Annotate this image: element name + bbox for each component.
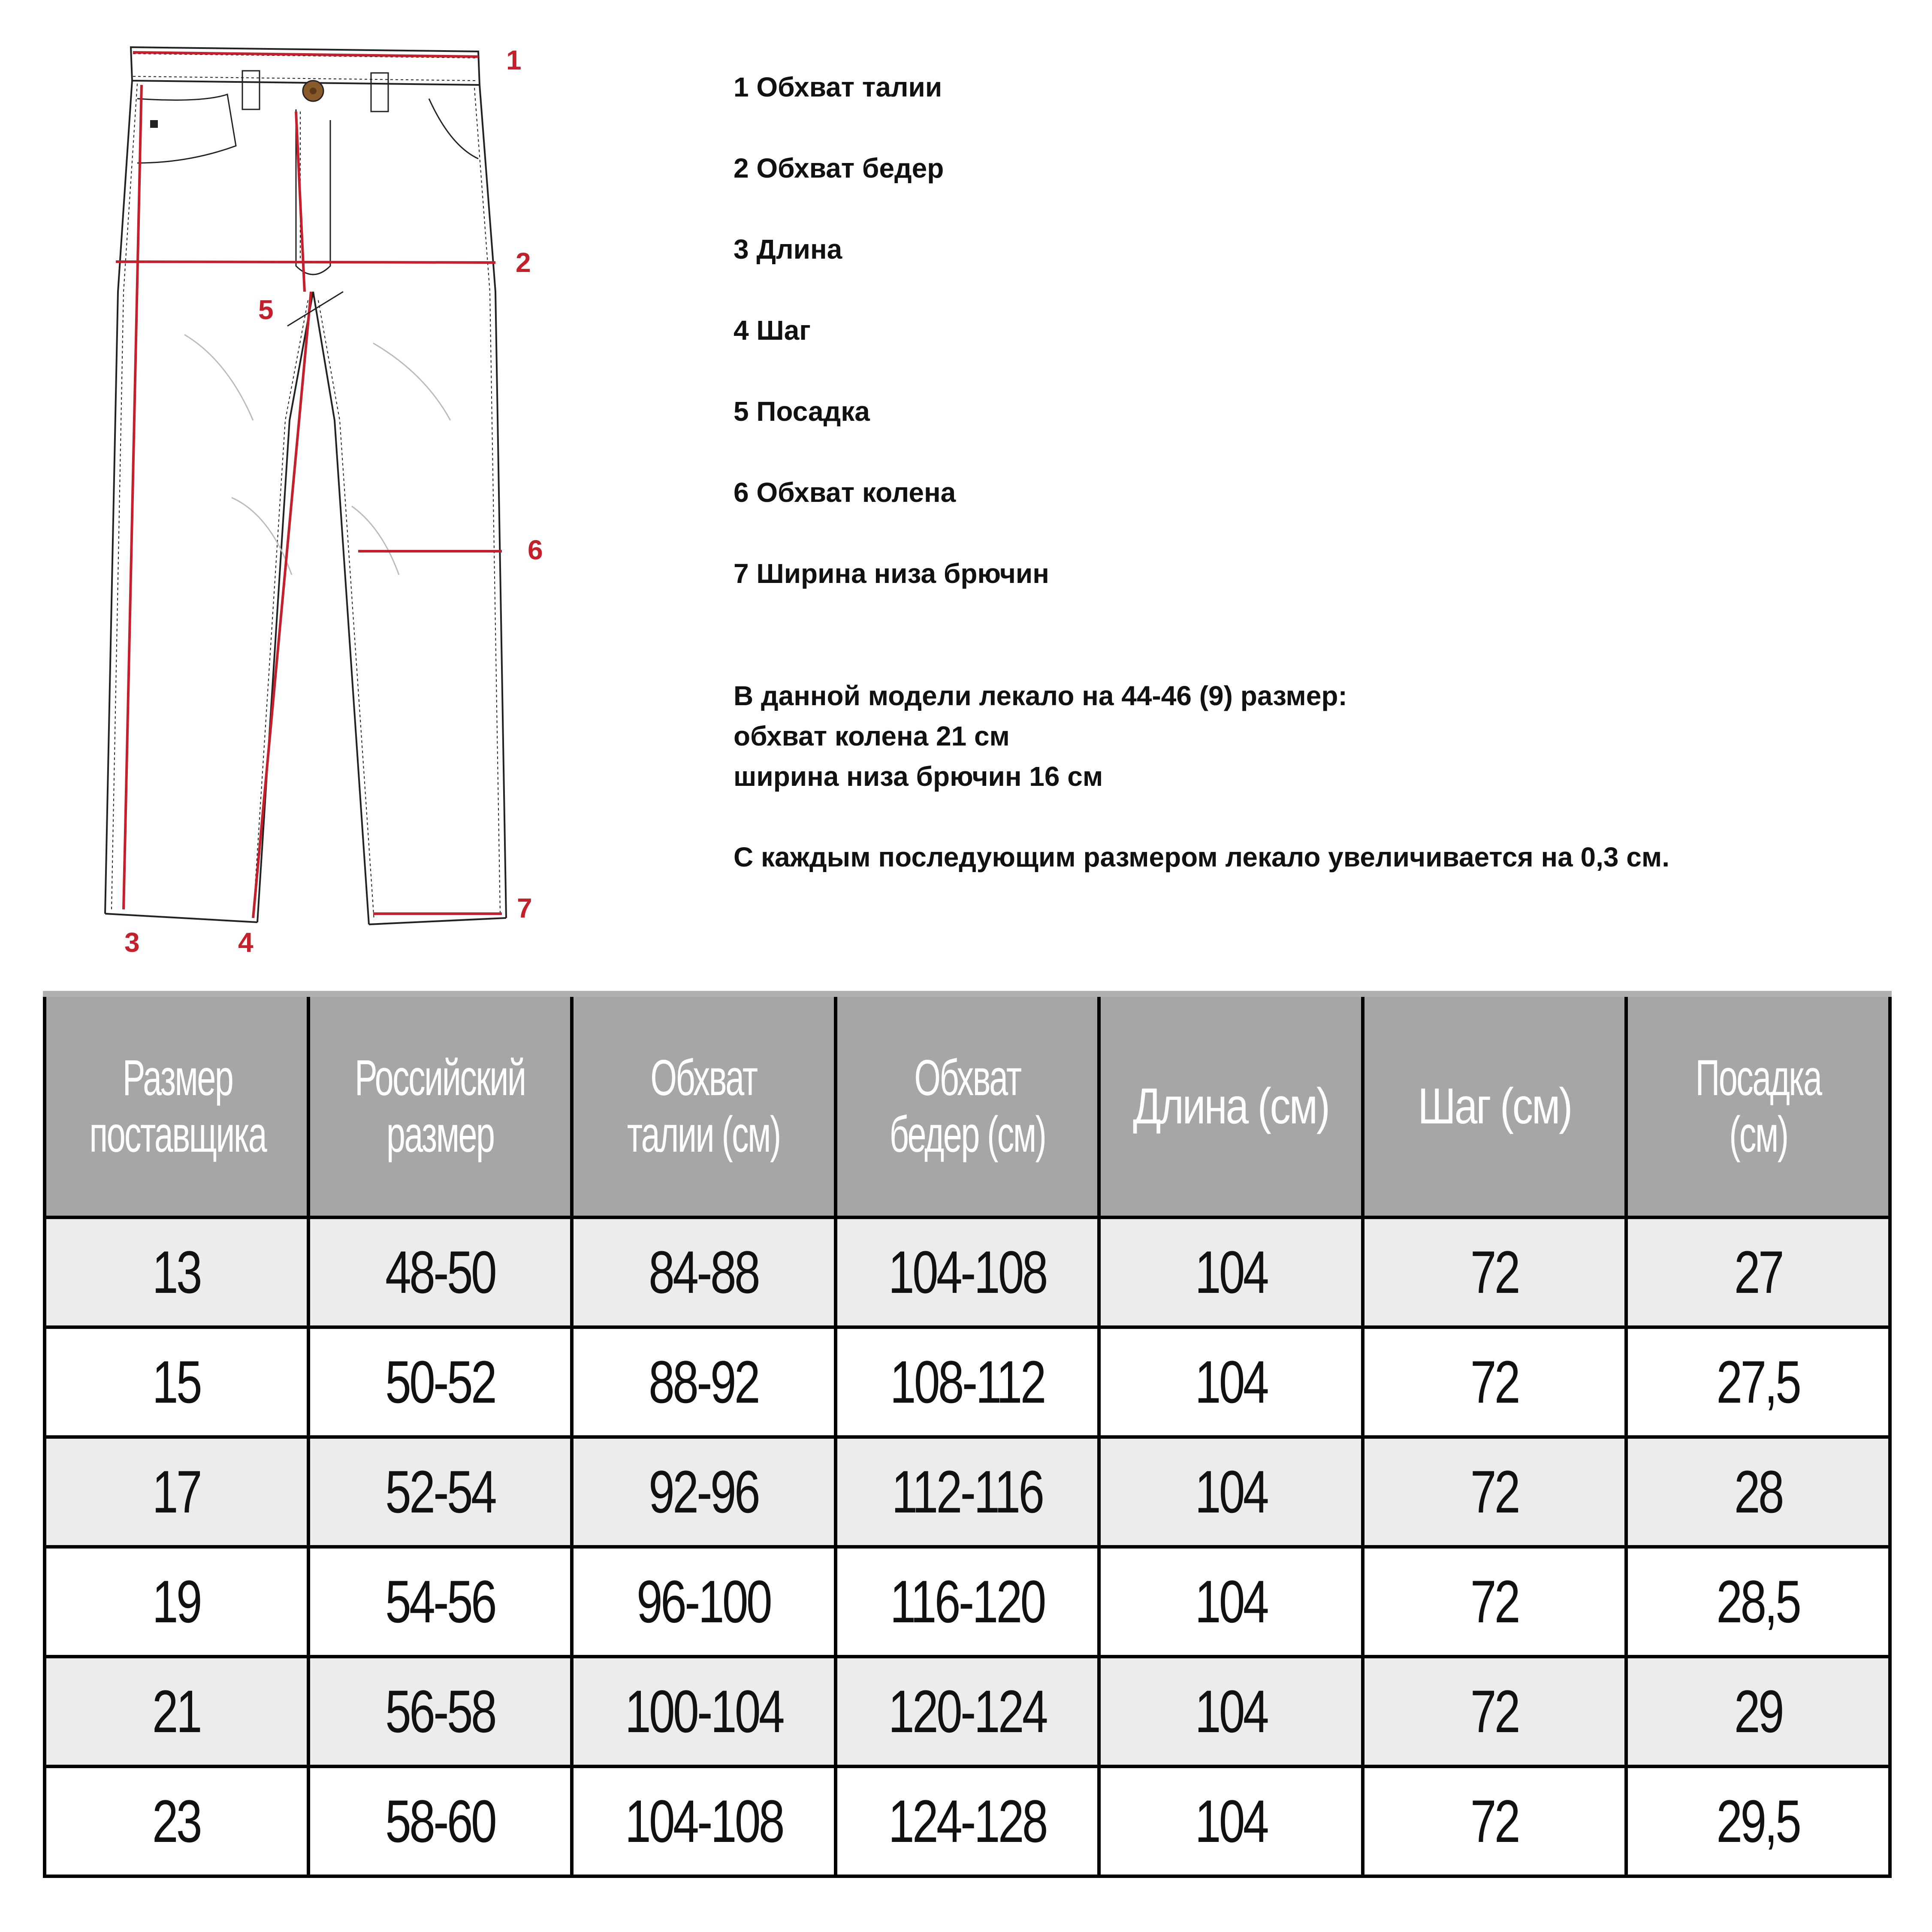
table-row: [45, 1217, 1890, 1327]
header-supplier-size: Размер поставщика: [45, 994, 308, 1217]
table-cell: 116-120: [836, 1547, 1099, 1657]
table-cell: 48-50: [308, 1217, 572, 1327]
pattern-notes: [734, 676, 1892, 877]
marker-5: 5: [258, 294, 274, 325]
note-hem: ширина низа брючин 16 см: [734, 761, 1103, 792]
table-cell: 50-52: [308, 1327, 572, 1437]
table-cell: 15: [45, 1327, 308, 1437]
header-length: Длина (см): [1099, 994, 1363, 1217]
marker-3: 3: [124, 927, 140, 958]
table-cell: 72: [1363, 1766, 1627, 1876]
table-row: [45, 1327, 1890, 1437]
table-cell: 17: [45, 1437, 308, 1547]
table-row: [45, 1657, 1890, 1766]
table-row: [45, 1437, 1890, 1547]
table-cell: 56-58: [308, 1657, 572, 1766]
table-cell: 72: [1363, 1547, 1627, 1657]
table-cell: 27: [1626, 1217, 1890, 1327]
legend-item: 5 Посадка: [734, 396, 870, 427]
table-row: [45, 1547, 1890, 1657]
table-cell: 27,5: [1626, 1327, 1890, 1437]
table-cell: 23: [45, 1766, 308, 1876]
table-cell: 29,5: [1626, 1766, 1890, 1876]
table-cell: 112-116: [836, 1437, 1099, 1547]
legend-item: 7 Ширина низа брючин: [734, 558, 1049, 589]
measurement-lines: [116, 52, 502, 918]
table-cell: 104: [1099, 1547, 1363, 1657]
legend-item: 2 Обхват бедер: [734, 153, 944, 184]
table-cell: 104: [1099, 1437, 1363, 1547]
header-waist: Обхват талии (см): [572, 994, 836, 1217]
legend-item: 3 Длина: [734, 234, 842, 265]
marker-1: 1: [506, 45, 522, 75]
header-russian-size: Российский размер: [308, 994, 572, 1217]
table-cell: 72: [1363, 1327, 1627, 1437]
marker-4: 4: [238, 927, 254, 958]
table-cell: 104: [1099, 1766, 1363, 1876]
trousers-diagram: [73, 34, 588, 969]
legend-item: 6 Обхват колена: [734, 477, 956, 508]
header-hips: Обхват бедер (см): [836, 994, 1099, 1217]
table-cell: 28: [1626, 1437, 1890, 1547]
table-cell: 58-60: [308, 1766, 572, 1876]
table-cell: 13: [45, 1217, 308, 1327]
table-cell: 96-100: [572, 1547, 836, 1657]
table-row: [45, 1766, 1890, 1876]
table-cell: 28,5: [1626, 1547, 1890, 1657]
note-increment: С каждым последующим размером лекало увеличивается на 0,3 см.: [734, 842, 1669, 872]
table-cell: 21: [45, 1657, 308, 1766]
marker-2: 2: [516, 247, 531, 278]
marker-6: 6: [528, 534, 543, 565]
table-cell: 120-124: [836, 1657, 1099, 1766]
table-cell: 72: [1363, 1437, 1627, 1547]
legend-item: 1 Обхват талии: [734, 72, 942, 103]
table-cell: 124-128: [836, 1766, 1099, 1876]
table-cell: 92-96: [572, 1437, 836, 1547]
note-base-size: В данной модели лекало на 44-46 (9) размер:: [734, 680, 1347, 711]
table-cell: 108-112: [836, 1327, 1099, 1437]
table-cell: 84-88: [572, 1217, 836, 1327]
table-cell: 104-108: [836, 1217, 1099, 1327]
table-cell: 19: [45, 1547, 308, 1657]
header-inseam: Шаг (см): [1363, 994, 1627, 1217]
table-cell: 72: [1363, 1657, 1627, 1766]
table-cell: 29: [1626, 1657, 1890, 1766]
legend-item: 4 Шаг: [734, 315, 811, 346]
table-cell: 100-104: [572, 1657, 836, 1766]
table-cell: 72: [1363, 1217, 1627, 1327]
table-cell: 54-56: [308, 1547, 572, 1657]
table-cell: 104: [1099, 1217, 1363, 1327]
table-cell: 104-108: [572, 1766, 836, 1876]
marker-7: 7: [517, 893, 532, 924]
measurement-legend: [734, 71, 1892, 638]
table-header-row: [45, 994, 1890, 1217]
header-rise: Посадка (см): [1626, 994, 1890, 1217]
table-cell: 52-54: [308, 1437, 572, 1547]
trousers-illustration: [73, 34, 588, 969]
table-cell: 104: [1099, 1327, 1363, 1437]
table-cell: 88-92: [572, 1327, 836, 1437]
size-table: [43, 991, 1892, 1878]
note-knee: обхват колена 21 см: [734, 721, 1010, 752]
table-cell: 104: [1099, 1657, 1363, 1766]
